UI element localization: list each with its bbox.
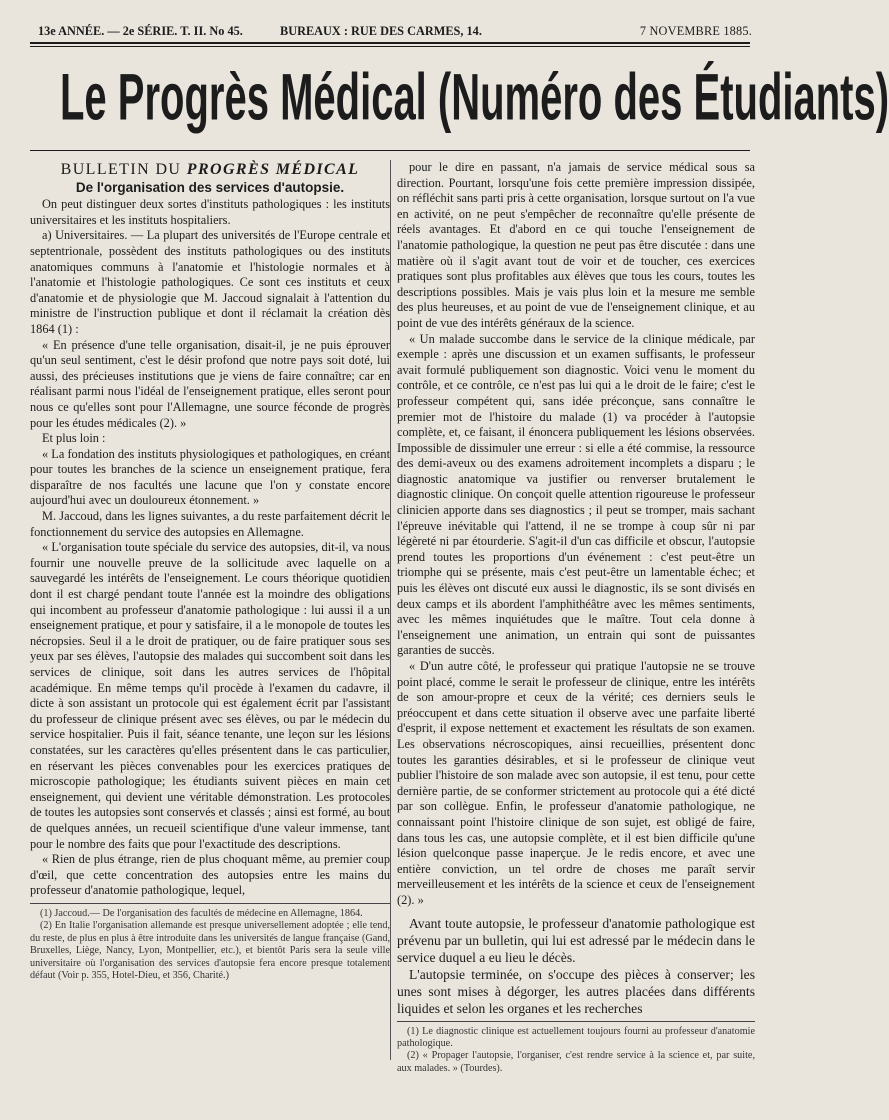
body-paragraph: « D'un autre côté, le professeur qui pratique l'autopsie ne se trouve point placé, comme le serait le professeur de clinique, entre les intérêts de son amour-propre et ceux de la vérité; ces derniers seuls le préoccupent et dans cette situation il observe avec une parfaite liberté d'esprit, il expose nettement et exactement les résultats de son examen. Les observations nécroscopiques, ainsi recueillies, présentent donc toutes les garanties désirables, et si le professeur de clinique veut publier l'histoire de son malade avec son autopsie, il est tenu, pour cette dernière partie, de se conformer strictement au protocole qui a été dicté par son collègue. Enfin, le professeur d'anatomie pathologique, ne connaissant point l'histoire clinique de son sujet, est obligé de faire, dans tous les cas, une autopsie complète, et il est bien difficile qu'une lésion quelconque passe inaperçue. Je le redis encore, et avec une entière conviction, un tel ordre de choses me paraît servir merveilleusement et les intérêts de la science et ceux de l'enseignement (2). » bbox=[397, 659, 755, 907]
body-paragraph: « En présence d'une telle organisation, disait-il, je ne puis éprouver qu'un seul sentiment, c'est le désir profond que notre pays soit doté, lui aussi, des précieuses institutions que je viens de faire connaître; car en réalisant parmi nous l'idéal de l'enseignement pratique, elles seront pour nous ce qu'elles sont pour l'Allemagne, une source féconde de progrès pour les études médicales (2). » bbox=[30, 337, 390, 430]
body-paragraph: M. Jaccoud, dans les lignes suivantes, a du reste parfaitement décrit le fonctionnement du service des autopsies en Allemagne. bbox=[30, 509, 390, 539]
body-paragraph: Et plus loin : bbox=[42, 431, 106, 446]
left-footnotes bbox=[30, 908, 390, 982]
body-paragraph: « L'organisation toute spéciale du service des autopsies, dit-il, va nous fournir une nouvelle preuve de la sollicitude avec laquelle on a sauvegardé les intérêts de l'enseignement. Le cours théorique quotidien dont il est chargé pendant toute l'année est la moindre des obligations qui incombent au professeur d'anatomie pathologique : lui aussi il a un enseignement pratique, et pour y satisfaire, il a le monopole de toutes les nécropsies. Seul il a le droit de pratiquer, ou de faire pratiquer sous ses yeux par ses élèves, l'autopsie des malades qui succombent soit dans les services de clinique, soit dans les autres services de l'hôpital académique. En même temps qu'il procède à l'examen du cadavre, il dicte à son assistant un protocole qui est également écrit par l'assistant du professeur de clinique présent avec ses élèves, ou par le médecin du service hospitalier. Puis il fait, séance tenante, une leçon sur les lésions constatées, sur les caractères qu'elles présentent dans le cas particulier, en réservant les pièces convenables pour les exercices pratiques de microscopie pathologique; les étudiants suivent pièces en main cet enseignement, qui devient une véritable démonstration. Les protocoles de toutes les autopsies sont conservés et classés ; ainsi est formé, au bout de quelques années, un recueil scientifique d'une valeur immense, tant pour le nombre des faits que pour l'exactitude des descriptions. bbox=[30, 540, 390, 851]
left-column bbox=[30, 160, 390, 1120]
body-paragraph: « La fondation des instituts physiologiques et pathologiques, en créant pour toutes les branches de la science un enseignement pratique, fera disparaître de nos facultés une lacune que l'on y constate encore aujourd'hui avec un douloureux étonnement. » bbox=[30, 446, 390, 508]
journal-title: Le Progrès Médical (Numéro des Étudiants) bbox=[60, 61, 889, 135]
issue-date: 7 NOVEMBRE 1885. bbox=[639, 24, 752, 38]
right-body bbox=[397, 160, 755, 909]
bulletin-journal-name: PROGRÈS MÉDICAL bbox=[186, 161, 360, 178]
footnote: (1) Le diagnostic clinique est actuellement toujours fourni au professeur d'anatomie pathologique. bbox=[397, 1025, 755, 1049]
footnote: (2) « Propager l'autopsie, l'organiser, c'est rendre service à la science et, par suite, aux malades. » (Tourdes). bbox=[397, 1050, 755, 1074]
left-body bbox=[30, 197, 390, 899]
body-paragraph: « Rien de plus étrange, rien de plus choquant même, au premier coup d'œil, que cette concentration des autopsies entre les mains du professeur d'anatomie pathologique, lequel, bbox=[30, 852, 390, 898]
body-paragraph: On peut distinguer deux sortes d'instituts pathologiques : les instituts universitaires et les instituts hospitaliers. bbox=[30, 197, 390, 227]
footnote: (1) Jaccoud.— De l'organisation des facultés de médecine en Allemagne, 1864. bbox=[40, 907, 363, 919]
right-body-large bbox=[397, 915, 755, 1017]
bulletin-heading bbox=[30, 162, 390, 178]
body-paragraph: « Un malade succombe dans le service de la clinique médicale, par exemple : après une discussion et un examen suffisants, le professeur avait formulé publiquement son diagnostic. Voici venu le moment du contrôle, et ce contrôle, ce n'est pas lui qui a le droit de le faire; c'est le professeur compétent qui, sans idée préconçue, sans connaître le premier mot de l'histoire du malade (1) va procéder à l'autopsie complète, et, ce faisant, il énoncera publiquement les lésions observées. Impossible de dissimuler une erreur : si elle a été commise, la ressource des demi-aveux ou des examens adroitement incomplets a disparu ; le diagnostic anatomique va justifier ou renverser brutalement le diagnostic clinique. On conçoit quelle attention rigoureuse le professeur clinicien apporte dans ses diagnostics ; il peut se tromper, mais sachant l'épreuve inévitable qui l'attend, il ne se trompe à coup sûr ni par légèreté ni par étourderie. S'agit-il d'un cas difficile et obscur, l'autopsie prend toutes les proportions d'un événement : c'est peut-être un triomphe qui se présente, mais c'est peut-être un lamentable échec; et puis les élèves ont discuté eux aussi le diagnostic, ils se sont divisés en deux camps et ils abordent l'amphithéâtre avec les mêmes sentiments, avec les mêmes inquiétudes que le maître. Tout cela donne à l'enseignement une animation, un entrain qui sont de puissantes garanties de succès. bbox=[397, 331, 755, 658]
right-column bbox=[397, 160, 755, 1120]
right-footnotes bbox=[397, 1026, 755, 1076]
title-rule bbox=[30, 150, 750, 151]
article-title: De l'organisation des services d'autopsie. bbox=[75, 179, 345, 195]
body-paragraph: Avant toute autopsie, le professeur d'anatomie pathologique est prévenu par un bulletin, qui lui est adressé par le médecin dans le service duquel a eu lieu le décès. bbox=[397, 915, 755, 965]
body-paragraph: pour le dire en passant, n'a jamais de service médical sous sa direction. Pourtant, lorsqu'une fois cette première impression dissipée, on réfléchit sans parti pris à cette organisation, lorsque surtout on l'a vue en activité, on ne peut s'empêcher de reconnaître qu'elle présente de réels avantages. Et d'abord en ce qui touche l'enseignement de l'anatomie pathologique, la question ne peut pas être discutée : dans une matière où il s'agit avant tout de voir et de toucher, ces exercices pratiques sont plus profitables aux élèves que tous les cours, toutes les descriptions possibles. Mais je vais plus loin et la mesure me semble des plus heureuses, et au point de vue de l'enseignement clinique, et au point de vue des intérêts généraux de la science. bbox=[397, 160, 755, 330]
body-paragraph: a) Universitaires. — La plupart des universités de l'Europe centrale et septentrionale, possèdent des instituts pathologiques ou des instituts anatomiques communs à l'anatomie et l'histologie normales et à l'anatomie et l'histologie pathologiques. Ce sont ces instituts et ceux d'anatomie et de physiologie que M. Jaccoud signalait à l'attention du ministre de l'instruction publique et dont il réclamait la création dès 1864 (1) : bbox=[30, 228, 390, 336]
body-paragraph: L'autopsie terminée, on s'occupe des pièces à conserver; les unes sont mises à dégorger, les autres placées dans différents liquides et selon les organes et les recherches bbox=[397, 966, 755, 1016]
right-footnote-rule bbox=[397, 1021, 755, 1022]
footnote: (2) En Italie l'organisation allemande est presque universellement adoptée ; elle tend, du reste, de plus en plus à être introduite dans les universités de langue française (Gand, Bruxelles, Liège, Nancy, Lyon, Montpellier, etc.), et bientôt Paris sera la seule ville universitaire où l'organisation des services d'autopsie fera encore presque totalement défaut (Voir p. 355, Hotel-Dieu, et 356, Charité.) bbox=[30, 920, 390, 981]
office-address: BUREAUX : RUE DES CARMES, 14. bbox=[280, 24, 482, 38]
left-footnote-rule bbox=[30, 903, 390, 904]
column-separator bbox=[390, 160, 391, 1060]
bulletin-prefix: BULLETIN DU bbox=[60, 161, 182, 178]
issue-info: 13e ANNÉE. — 2e SÉRIE. T. II. No 45. bbox=[38, 24, 243, 38]
